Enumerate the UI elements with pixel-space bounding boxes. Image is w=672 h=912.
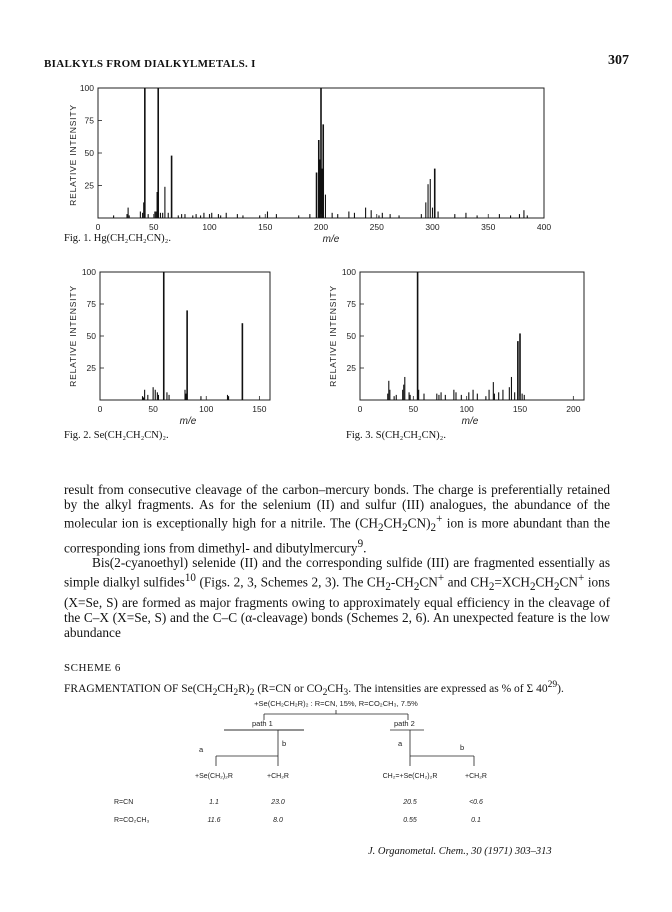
row-co2ch3-value-1: 11.6	[207, 817, 221, 824]
x-axis-label: m/e	[322, 234, 340, 245]
x-tick-label: 100	[202, 222, 217, 232]
row-co2ch3-value-2: 8.0	[273, 817, 283, 824]
row-cn-value-3: 20.5	[403, 799, 417, 806]
y-tick-label: 50	[346, 331, 356, 341]
y-tick-label: 25	[86, 363, 96, 373]
x-tick-label: 200	[566, 404, 581, 414]
y-tick-label: 75	[86, 299, 96, 309]
bars-group	[114, 88, 528, 218]
y-tick-label: 100	[341, 267, 356, 277]
x-tick-label: 150	[258, 222, 273, 232]
product-4: +CH₂R	[465, 773, 487, 780]
row-cn-value-2: 23.0	[271, 799, 285, 806]
fragmentation-scheme-diagram	[64, 694, 610, 834]
bars-group	[388, 272, 525, 400]
scheme-top-label: +Se(CH₂CH₂R)₂ : R=CN, 15%, R=CO₂CH₃, 7.5%	[254, 699, 418, 708]
x-tick-label: 0	[95, 222, 101, 232]
branch-a-2: a	[398, 739, 403, 748]
x-tick-label: 350	[481, 222, 496, 232]
y-tick-label: 75	[84, 115, 94, 126]
x-tick-label: 100	[459, 404, 474, 414]
x-tick-label: 50	[149, 222, 159, 232]
page-number: 307	[608, 53, 629, 68]
product-3: CH₂=+Se(CH₂)₂R	[382, 773, 438, 780]
x-ticks	[98, 396, 267, 414]
x-axis-label: m/e	[179, 416, 197, 427]
bars-group	[143, 272, 243, 400]
x-tick-label: 0	[357, 404, 363, 414]
path-2-label: path 2	[394, 719, 415, 728]
x-tick-label: 250	[369, 222, 384, 232]
y-tick-label: 25	[84, 180, 94, 191]
figure-1-spectrum	[58, 80, 558, 248]
x-tick-label: 300	[425, 222, 440, 232]
row-label-co2ch3: R=CO₂CH₃	[114, 817, 150, 824]
scheme-title: SCHEME 6	[64, 662, 121, 674]
y-axis-label: RELATIVE INTENSITY	[68, 285, 78, 387]
plot-frame	[100, 272, 270, 400]
figure-2-spectrum	[58, 264, 298, 432]
product-2: +CH₂R	[267, 773, 289, 780]
running-title: BIALKYLS FROM DIALKYLMETALS. I	[44, 58, 256, 70]
x-tick-label: 50	[148, 404, 158, 414]
figure-1-caption: Fig. 1. Hg(CH₂CH₂CN)₂.	[64, 233, 171, 244]
body-text	[64, 482, 610, 640]
product-1: +Se(CH₂)₂R	[195, 773, 233, 780]
journal-citation: J. Organometal. Chem., 30 (1971) 303–313	[368, 846, 552, 857]
x-tick-label: 50	[408, 404, 419, 414]
row-cn-value-1: 1.1	[209, 799, 219, 806]
y-ticks	[80, 83, 102, 191]
scheme-subtitle: FRAGMENTATION OF $Se(CH_2CH_2R)_2$ (R=CN or $CO_2CH_3$. The intensities are expressed as % of Σ $40^{29}$).	[64, 679, 564, 699]
plot-frame	[360, 272, 584, 400]
path-1-label: path 1	[252, 719, 273, 728]
y-tick-label: 75	[346, 299, 356, 309]
x-axis-label: m/e	[461, 416, 479, 427]
y-tick-label: 100	[81, 267, 96, 277]
y-ticks	[82, 267, 104, 373]
x-tick-label: 150	[252, 404, 267, 414]
x-tick-label: 100	[199, 404, 214, 414]
y-axis-label: RELATIVE INTENSITY	[68, 104, 78, 206]
row-cn-value-4: <0.6	[469, 799, 483, 806]
row-co2ch3-value-4: 0.1	[471, 817, 481, 824]
row-label-cn: R=CN	[114, 799, 134, 806]
y-axis-label: RELATIVE INTENSITY	[328, 285, 338, 387]
branch-a-1: a	[199, 745, 204, 754]
x-tick-label: 400	[536, 222, 552, 232]
branch-b-1: b	[282, 739, 287, 748]
y-tick-label: 50	[86, 331, 96, 341]
x-tick-label: 0	[97, 404, 103, 414]
figure-3-spectrum	[318, 264, 600, 432]
x-tick-label: 150	[512, 404, 528, 414]
y-ticks	[342, 267, 364, 373]
y-tick-label: 25	[346, 363, 356, 373]
x-tick-label: 200	[313, 222, 329, 232]
figure-3-caption: Fig. 3. S(CH₂CH₂CN)₂.	[346, 430, 446, 441]
row-co2ch3-value-3: 0.55	[403, 817, 417, 824]
paragraph-1: result from consecutive cleavage of the carbon–mercury bonds. The charge is preferentially retained by the alkyl fragments. As for the selenium (II) and sulfur (III) analogues, the abundance of the molecular ion is exceptionally high for a nitrile. The $(CH_2CH_2CN)_2^+$ ion is more abundant than the corresponding ions from dimethyl- and dibutylmercury$^9$.	[64, 482, 610, 556]
y-tick-label: 50	[84, 148, 94, 158]
branch-b-2: b	[460, 743, 465, 752]
y-tick-label: 100	[79, 83, 94, 93]
figure-2-caption: Fig. 2. Se(CH₂CH₂CN)₂.	[64, 430, 169, 441]
paragraph-2: Bis(2-cyanoethyl) selenide (II) and the corresponding sulfide (III) are fragmented essentially as simple dialkyl sulfides$^{10}$ (Figs. 2, 3, Schemes 2, 3). The $CH_2-CH_2CN^+$ and $CH_2=XCH_2CH_2CN^+$ ions (X=Se, S) are formed as major fragments owing to approximately equal efficiency in the cleavage of the C–X (X=Se, S) and the C–C (α-cleavage) bonds (Schemes 2, 6). An unexpected feature is the low abundance	[64, 555, 610, 641]
